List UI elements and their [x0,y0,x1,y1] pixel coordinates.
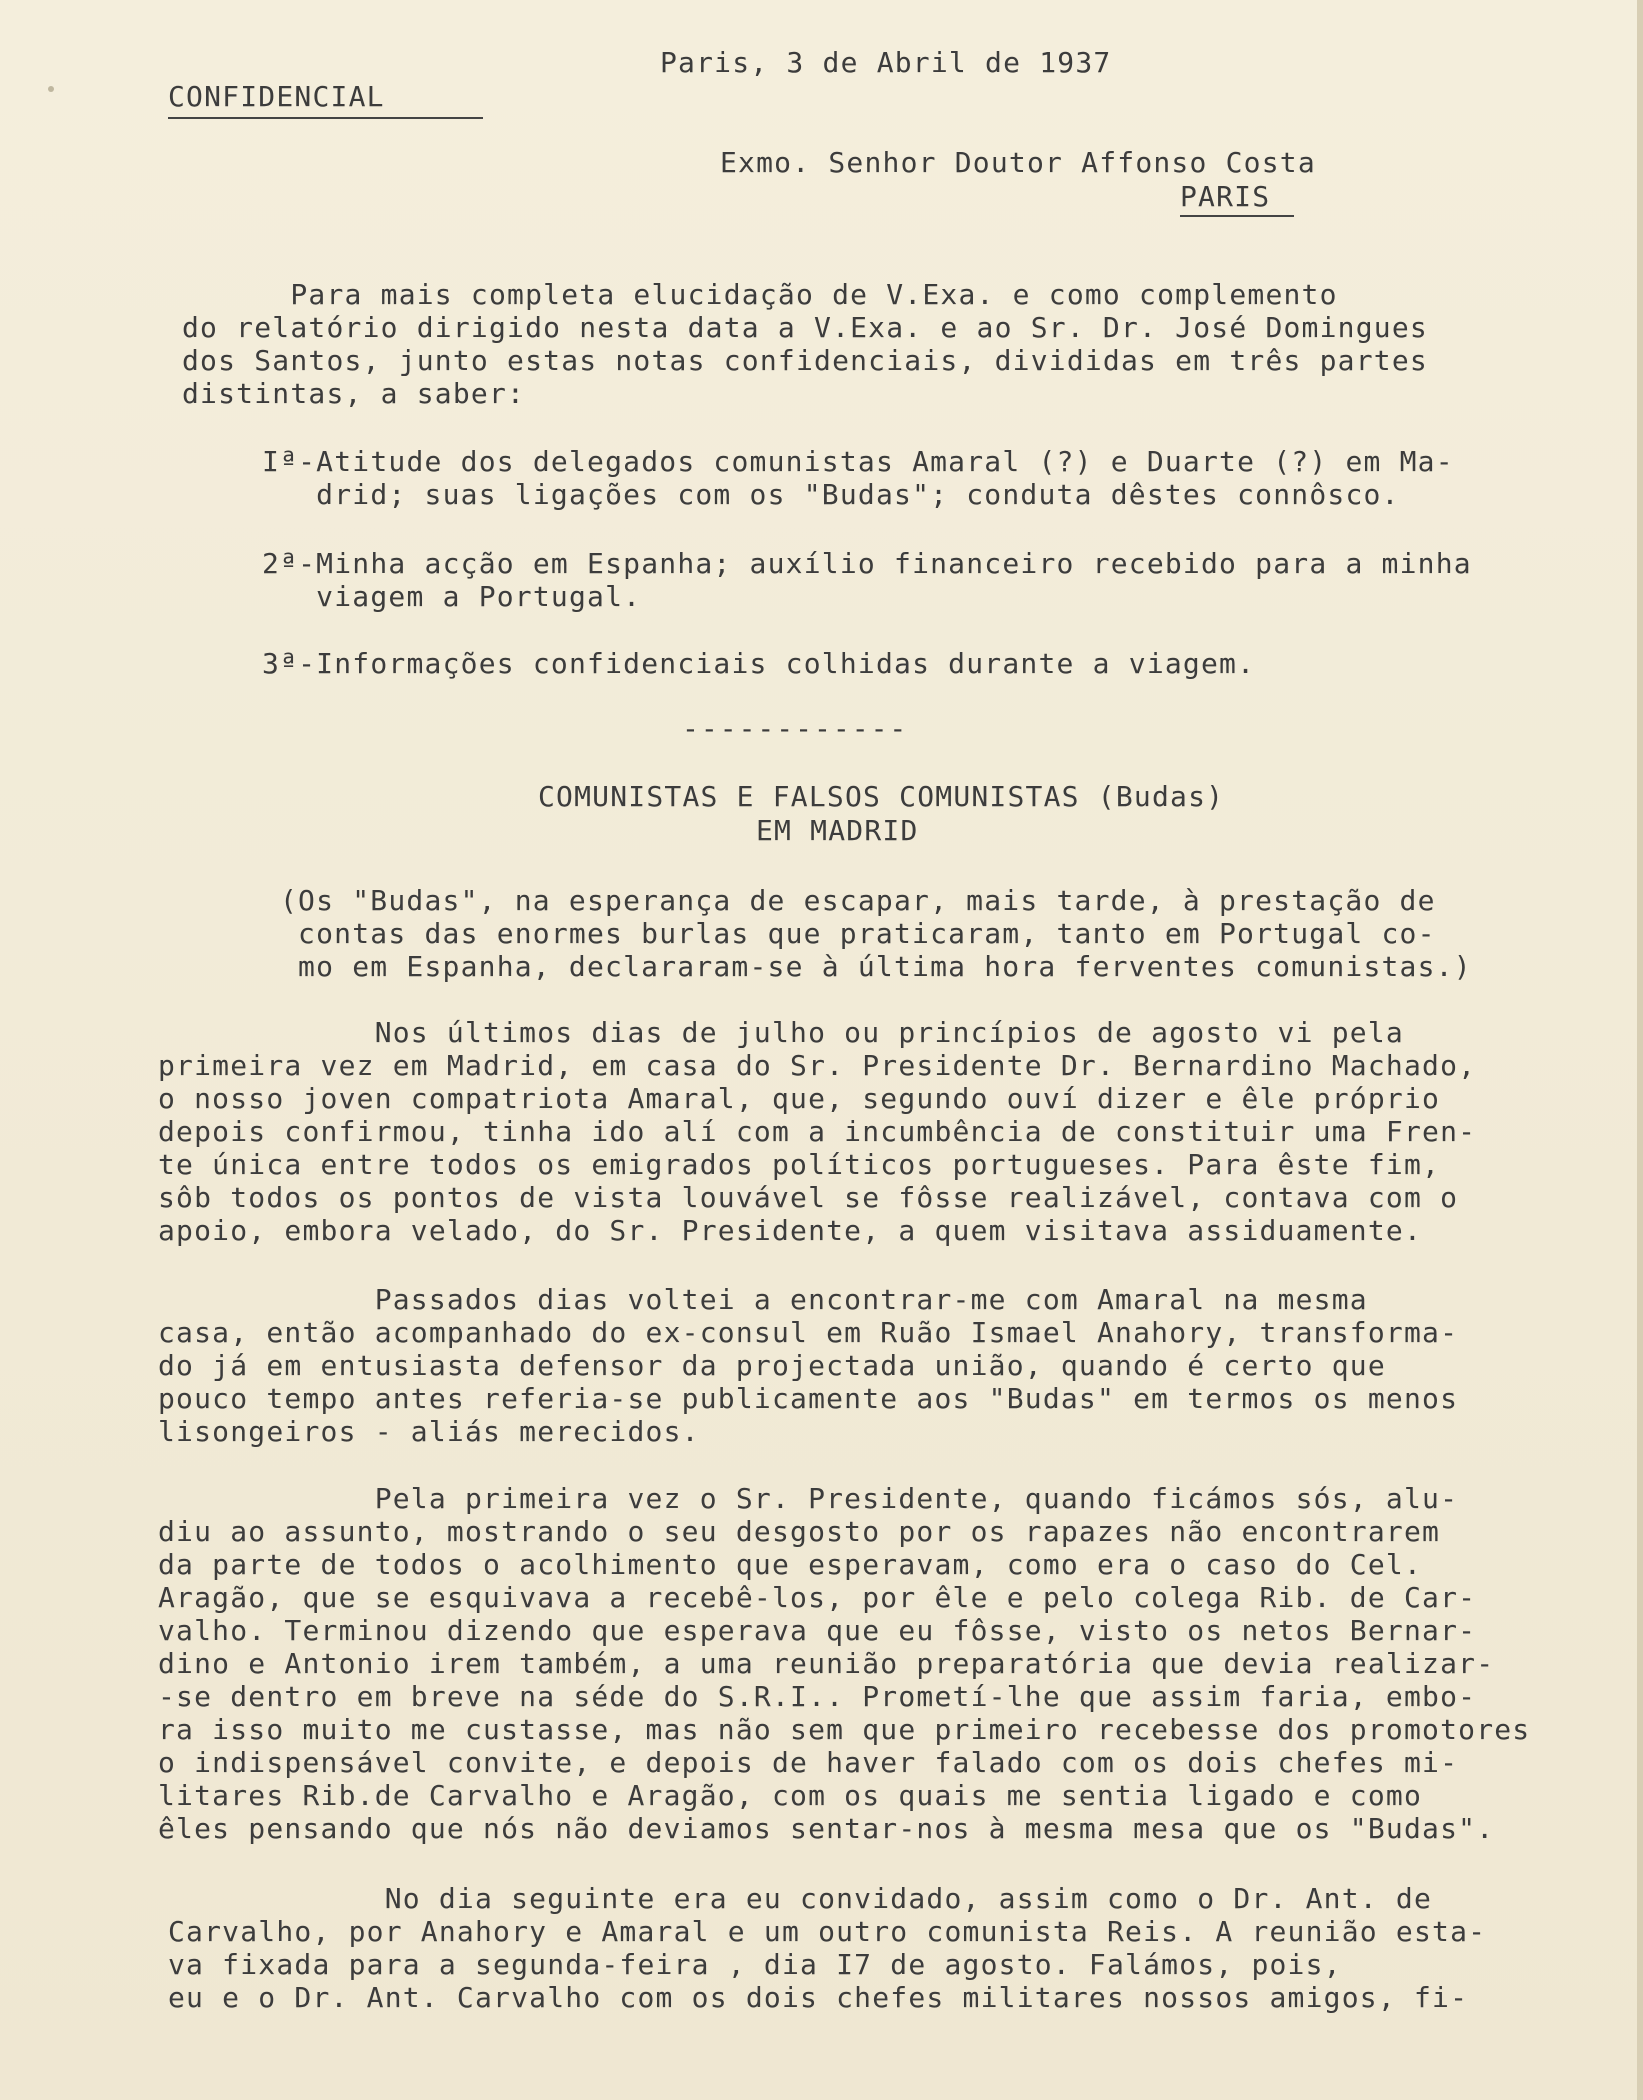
body-line: do já em entusiasta defensor da projectada união, quando é certo que [158,1349,1386,1382]
intro-line: distintas, a saber: [182,377,526,410]
body-line: da parte de todos o acolhimento que esperavam, como era o caso do Cel. [158,1548,1423,1581]
body-line: sôb todos os pontos de vista louvável se fôsse realizável, contava com o [158,1181,1459,1214]
list-item-line: viagem a Portugal. [262,580,642,613]
body-line: primeira vez em Madrid, em casa do Sr. Presidente Dr. Bernardino Machado, [158,1049,1477,1082]
body-line: casa, então acompanhado do ex-consul em Ruão Ismael Anahory, transforma- [158,1316,1459,1349]
list-item [262,445,1454,511]
addressee: Exmo. Senhor Doutor Affonso Costa [720,146,1316,179]
body-line: lisongeiros - aliás merecidos. [158,1415,700,1448]
note-line: (Os "Budas", na esperança de escapar, mais tarde, à prestação de [280,884,1436,917]
list-item [262,647,1255,680]
body-line: litares Rib.de Carvalho e Aragão, com os quais me sentia ligado e como [158,1779,1423,1812]
note-line: contas das enormes burlas que praticaram, tanto em Portugal co- [280,917,1436,950]
intro-line: dos Santos, junto estas notas confidenciais, divididas em três partes [182,344,1428,377]
list-item-line: 2ª-Minha acção em Espanha; auxílio financeiro recebido para a minha [262,547,1472,580]
body-line: va fixada para a segunda-feira , dia I7 de agosto. Falámos, pois, [168,1948,1342,1981]
classification-label: CONFIDENCIAL [168,80,483,119]
body-line: ra isso muito me custasse, mas não sem que primeiro recebesse dos promotores [158,1713,1531,1746]
body-paragraph [168,1882,1486,2014]
body-line: êles pensando que nós não deviamos sentar-nos à mesma mesa que os "Budas". [158,1812,1495,1845]
body-line: valho. Terminou dizendo que esperava que eu fôsse, visto os netos Bernar- [158,1614,1477,1647]
body-line: eu e o Dr. Ant. Carvalho com os dois chefes militares nossos amigos, fi- [168,1981,1469,2014]
body-line: diu ao assunto, mostrando o seu desgosto por os rapazes não encontrarem [158,1515,1441,1548]
list-item-line: drid; suas ligações com os "Budas"; conduta dêstes connôsco. [262,478,1400,511]
body-line: apoio, embora velado, do Sr. Presidente, a quem visitava assiduamente. [158,1214,1423,1247]
intro-paragraph [182,278,1428,410]
body-line: te única entre todos os emigrados políticos portugueses. Para êste fim, [158,1148,1441,1181]
body-line: Aragão, que se esquivava a recebê-los, por êle e pelo colega Rib. de Car- [158,1581,1477,1614]
intro-line: do relatório dirigido nesta data a V.Exa. e ao Sr. Dr. José Domingues [182,311,1428,344]
body-line: Nos últimos dias de julho ou princípios de agosto vi pela [158,1016,1404,1049]
list-item-line: Iª-Atitude dos delegados comunistas Amaral (?) e Duarte (?) em Ma- [262,445,1454,478]
list-item-line: 3ª-Informações confidenciais colhidas durante a viagem. [262,647,1256,680]
letter-date: Paris, 3 de Abril de 1937 [660,46,1112,79]
paper-edge [1637,0,1643,2100]
body-line: pouco tempo antes referia-se publicamente aos "Budas" em termos os menos [158,1382,1459,1415]
list-item [262,547,1472,613]
body-line: o indispensável convite, e depois de haver falado com os dois chefes mi- [158,1746,1459,1779]
body-line: No dia seguinte era eu convidado, assim como o Dr. Ant. de [168,1882,1433,1915]
body-line: -se dentro em breve na séde do S.R.I.. Prometí-lhe que assim faria, embo- [158,1680,1477,1713]
intro-line: Para mais completa elucidação de V.Exa. e como complemento [182,278,1338,311]
section-separator: ------------ [682,712,909,745]
section-note [280,884,1472,983]
addressee-city: PARIS [1180,180,1294,217]
body-line: Passados dias voltei a encontrar-me com Amaral na mesma [158,1283,1368,1316]
paper-mark [48,86,54,92]
body-line: Pela primeira vez o Sr. Presidente, quando ficámos sós, alu- [158,1482,1459,1515]
body-line: depois confirmou, tinha ido alí com a incumbência de constituir uma Fren- [158,1115,1477,1148]
body-paragraph [158,1482,1530,1845]
section-title: COMUNISTAS E FALSOS COMUNISTAS (Budas) [538,780,1225,813]
body-paragraph [158,1016,1476,1247]
body-line: Carvalho, por Anahory e Amaral e um outro comunista Reis. A reunião esta- [168,1915,1487,1948]
body-paragraph [158,1283,1458,1448]
body-line: o nosso joven compatriota Amaral, que, segundo ouví dizer e êle próprio [158,1082,1441,1115]
section-subtitle: EM MADRID [756,814,919,847]
body-line: dino e Antonio irem também, a uma reunião preparatória que devia realizar- [158,1647,1495,1680]
note-line: mo em Espanha, declararam-se à última hora ferventes comunistas.) [280,950,1472,983]
